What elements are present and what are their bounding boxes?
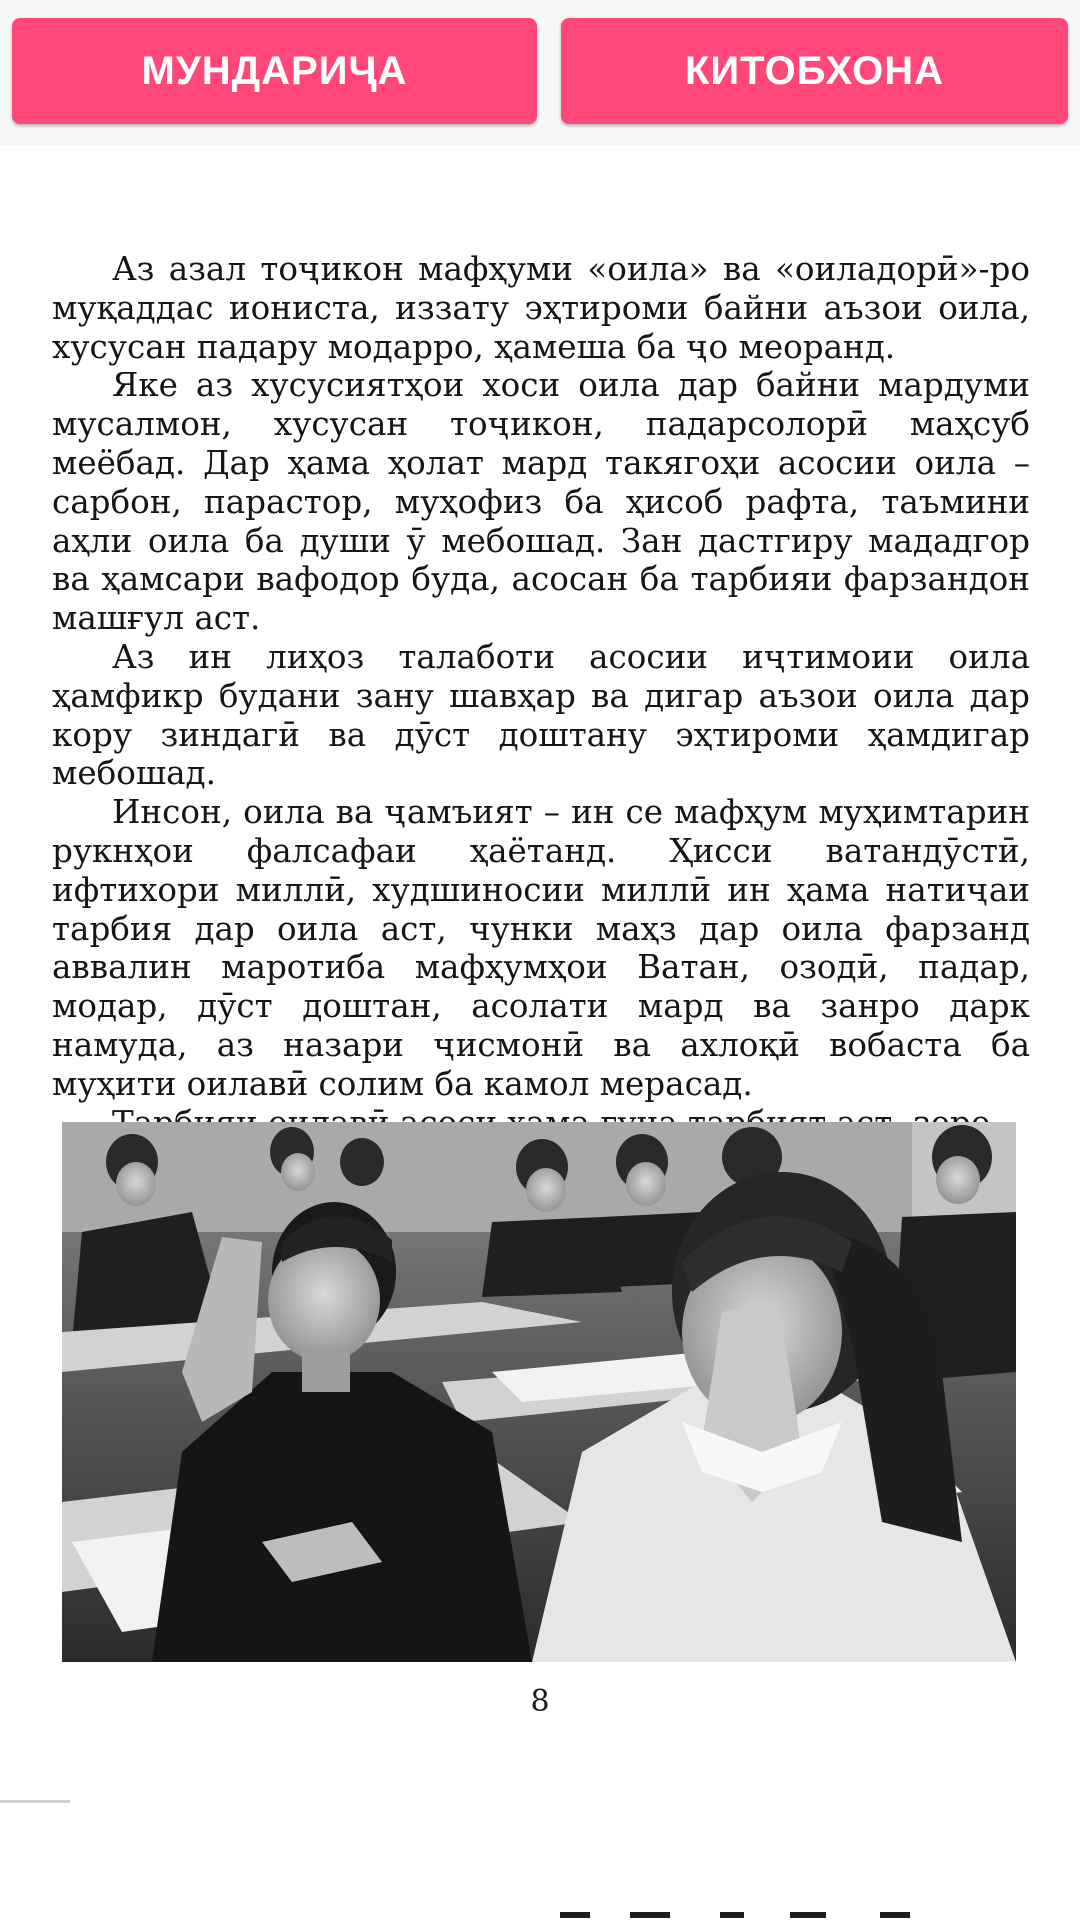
paragraph: Яке аз хусусиятҳои хоси оила дар байни мардуми мусалмон, хусусан тоҷикон, падарсолорӣ маҳсуб меёбад. Дар ҳама ҳолат мард такягоҳи асосии оила – сарбон, парастор, муҳофиз ба ҳисоб рафта, таъмини аҳли оила ба души ӯ мебошад. Зан дастгиру мададгор ва ҳамсари вафодор буда, асосан ба тарбияи фарзандон машғул аст.	[52, 366, 1030, 638]
page-number: 8	[530, 1684, 550, 1719]
library-button[interactable]: КИТОБХОНА	[561, 18, 1068, 124]
paragraph: Аз ин лиҳоз талаботи асосии иҷтимоии оила ҳамфикр будани зану шавҳар ва дигар аъзои оила дар кору зиндагӣ ва дӯст доштану эҳтироми ҳамдигар мебошад.	[52, 637, 1030, 793]
paragraph: Инсон, оила ва ҷамъият – ин се мафҳум муҳимтарин рукнҳои фалсафаи ҳаётанд. Ҳисси ватандӯстӣ, ифтихори миллӣ, худшиносии миллӣ ин ҳама натиҷаи тарбия дар оила аст, чунки маҳз дар оила фарзанд аввалин маротиба мафҳумҳои Ватан, озодӣ, падар, модар, дӯст доштан, асолати мард ва занро дарк намуда, аз назари ҷисмонӣ ва ахлоқӣ вобаста ба муҳити оилавӣ солим ба камол мерасад.	[52, 793, 1030, 1103]
table-of-contents-button[interactable]: МУНДАРИҶА	[12, 18, 537, 124]
top-navigation-bar	[0, 0, 1080, 145]
book-page-text	[52, 250, 1030, 1142]
classroom-photo	[62, 1122, 1016, 1662]
next-page-text-fragment	[560, 1898, 940, 1920]
paragraph: Аз азал тоҷикон мафҳуми «оила» ва «оиладорӣ»-ро муқаддас иониста, иззату эҳтироми байни аъзои оила, хусусан падару модарро, ҳамеша ба ҷо меоранд.	[52, 250, 1030, 366]
page-edge-mark	[0, 1800, 70, 1803]
